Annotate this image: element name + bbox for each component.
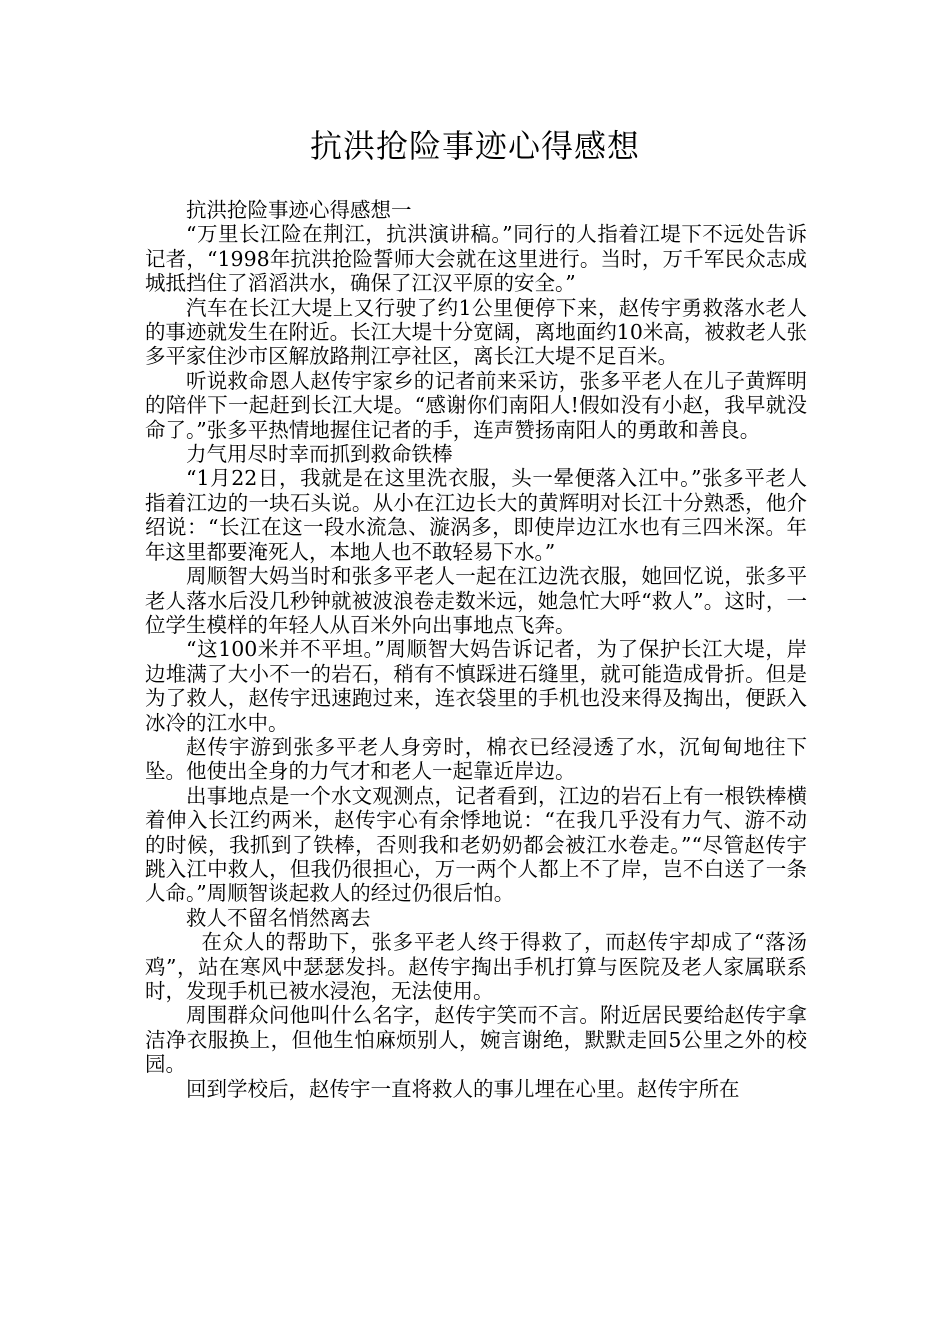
body-paragraph: “1月22日，我就是在这里洗衣服，头一晕便落入江中。”张多平老人指着江边的一块石头说。从小在江边长大的黄辉明对长江十分熟悉，他介绍说：“长江在这一段水流急、漩涡多，即使岸边江水也有三四米深。年年这里都要淹死人，本地人也不敢轻易下水。” (145, 466, 807, 564)
body-paragraph: 汽车在长江大堤上又行驶了约1公里便停下来，赵传宇勇救落水老人的事迹就发生在附近。长江大堤十分宽阔，离地面约10米高，被救老人张多平家住沙市区解放路荆江亭社区，离长江大堤不足百米。 (145, 295, 807, 369)
body-paragraph: 周围群众问他叫什么名字，赵传宇笑而不言。附近居民要给赵传宇拿洁净衣服换上，但他生怕麻烦别人，婉言谢绝，默默走回5公里之外的校园。 (145, 1003, 807, 1077)
body-paragraph: 听说救命恩人赵传宇家乡的记者前来采访，张多平老人在儿子黄辉明的陪伴下一起赶到长江大堤。“感谢你们南阳人!假如没有小赵，我早就没命了。”张多平热情地握住记者的手，连声赞扬南阳人的勇敢和善良。 (145, 368, 807, 442)
body-paragraph: 出事地点是一个水文观测点，记者看到，江边的岩石上有一根铁棒横着伸入长江约两米，赵传宇心有余悸地说：“在我几乎没有力气、游不动的时候，我抓到了铁棒，否则我和老奶奶都会被江水卷走。”“尽管赵传宇跳入江中救人，但我仍很担心，万一两个人都上不了岸，岂不白送了一条人命。”周顺智谈起救人的经过仍很后怕。 (145, 783, 807, 906)
subheading: 力气用尽时幸而抓到救命铁棒 (186, 442, 453, 467)
subheading: 救人不留名悄然离去 (186, 905, 371, 930)
document-title: 抗洪抢险事迹心得感想 (309, 127, 640, 165)
body-paragraph: “这100米并不平坦。”周顺智大妈告诉记者，为了保护长江大堤，岸边堆满了大小不一的岩石，稍有不慎踩进石缝里，就可能造成骨折。但是为了救人，赵传宇迅速跑过来，连衣袋里的手机也没来得及掏出，便跃入冰冷的江水中。 (145, 637, 807, 735)
body-paragraph: 赵传宇游到张多平老人身旁时，棉衣已经浸透了水，沉甸甸地往下坠。他使出全身的力气才和老人一起靠近岸边。 (145, 734, 807, 784)
body-paragraph: 周顺智大妈当时和张多平老人一起在江边洗衣服，她回忆说，张多平老人落水后没几秒钟就被波浪卷走数米远，她急忙大呼“救人”。这时，一位学生模样的年轻人从百米外向出事地点飞奔。 (145, 564, 807, 637)
document-body (145, 198, 807, 1101)
body-paragraph: “万里长江险在荆江，抗洪演讲稿。”同行的人指着江堤下不远处告诉记者，“1998年抗洪抢险誓师大会就在这里进行。当时，万千军民众志成城抵挡住了滔滔洪水，确保了江汉平原的安全。” (145, 222, 807, 296)
section-heading: 抗洪抢险事迹心得感想一 (186, 198, 412, 222)
body-paragraph: 回到学校后，赵传宇一直将救人的事儿埋在心里。赵传宇所在 (186, 1076, 740, 1101)
body-paragraph: 在众人的帮助下，张多平老人终于得救了，而赵传宇却成了“落汤鸡”，站在寒风中瑟瑟发抖。赵传宇掏出手机打算与医院及老人家属联系时，发现手机已被水浸泡，无法使用。 (145, 930, 807, 1003)
